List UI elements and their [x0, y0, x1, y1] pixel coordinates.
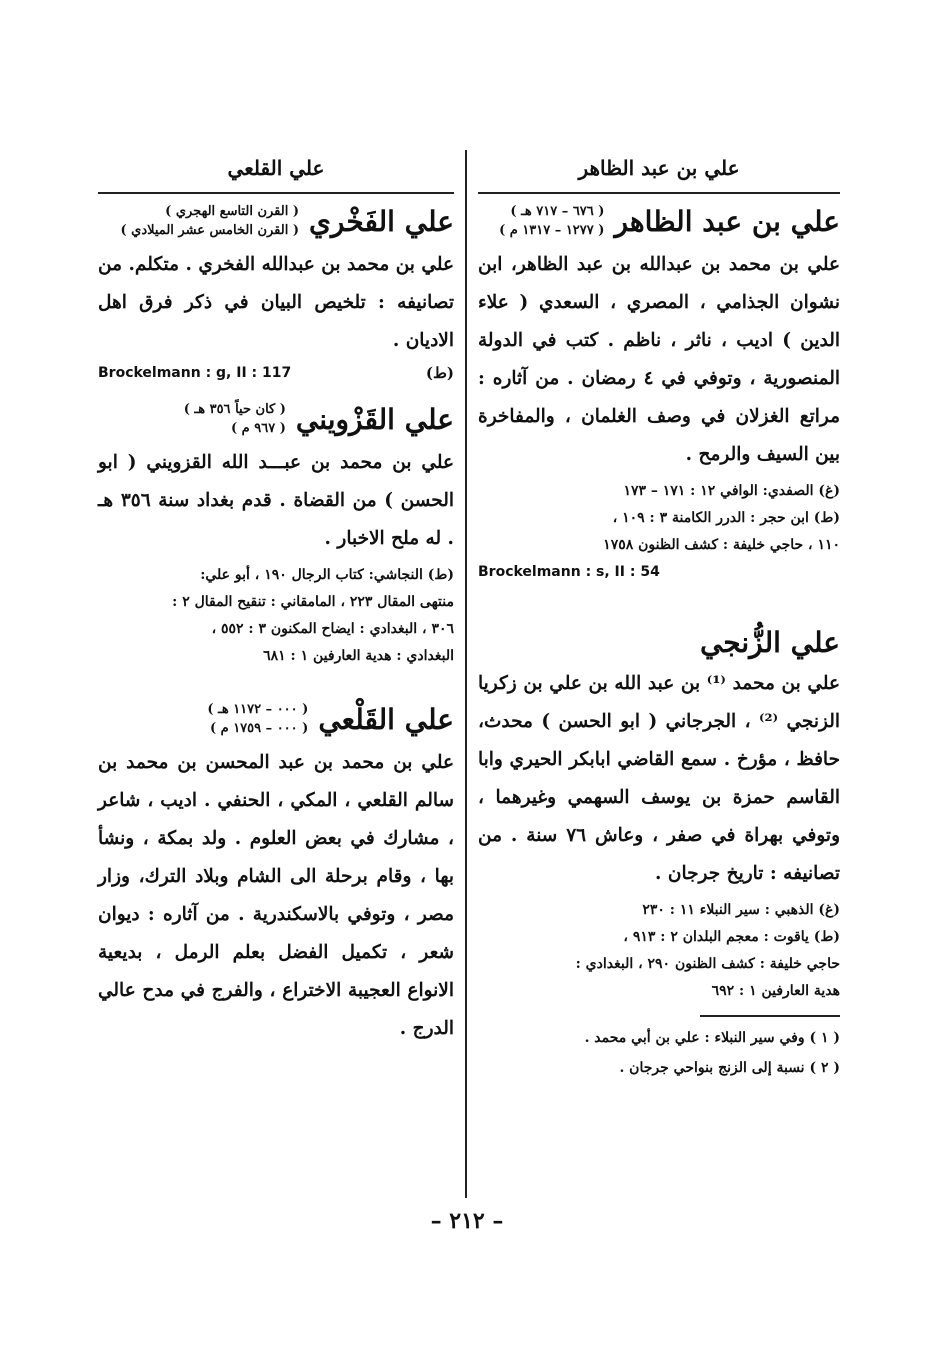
- footnote: ( ٢ ) نسبة إلى الزنج بنواحي جرجان .: [619, 1059, 840, 1076]
- entry-ali-al-qazwini: [98, 400, 454, 670]
- brockelmann-reference: Brockelmann : s, II : 54: [478, 564, 660, 580]
- entry-title: علي القَلْعي: [318, 702, 454, 736]
- entry-text: علي بن محمد بن عبدالله الفخري . متكلم. من تصانيفه : تلخيص البيان في ذكر فرق اهل الاديان .: [98, 254, 454, 351]
- right-column-header: علي بن عبد الظاهر: [478, 148, 840, 194]
- entry-head: [478, 626, 840, 659]
- entry-references: [478, 478, 840, 586]
- entry-ali-al-qalai: [98, 700, 454, 1048]
- dates-hijri: ( كان حياً ٣٥٦ هـ ): [183, 402, 286, 417]
- entry-ali-al-zanji: [478, 626, 840, 1083]
- dates-hijri: ( القرن التاسع الهجري ): [165, 204, 300, 219]
- entry-title: علي بن عبد الظاهر: [614, 204, 840, 238]
- dates-gregorian: ( ٠٠٠ – ١٧٥٩ م ): [209, 721, 309, 736]
- reference-line: حاجي خليفة : كشف الظنون ٢٩٠ ، البغدادي :: [575, 956, 840, 972]
- entry-ali-al-fakhri: [98, 202, 454, 382]
- entry-head: [478, 202, 840, 240]
- dates-gregorian: ( القرن الخامس عشر الميلادي ): [120, 223, 300, 238]
- column-divider: [465, 150, 467, 1198]
- entry-head: [98, 400, 454, 438]
- page-number: – ٢١٢ –: [430, 1208, 504, 1234]
- entry-text: علي بن محمد بن عبد المحسن بن محمد بن سالم القلعي ، المكي ، الحنفي . اديب ، شاعر ، مشارك في بعض العلوم . ولد بمكة ، ونشأ بها ، وقام برحلة الى الشام وبلاد الترك، وزار مصر ، وتوفي بالاسكندرية . من آثاره : ديوان شعر ، تكميل الفضل بعلم الرمل ، بديعية الانواع العجيبة الاختراع ، والفرج في مدح عالي الدرج .: [98, 752, 454, 1039]
- entry-references: [478, 897, 840, 1005]
- reference-line: (ط) ياقوت : معجم البلدان ٢ : ٩١٣ ،: [623, 929, 840, 945]
- entry-references: [98, 562, 454, 670]
- reference-line: البغدادي : هدية العارفين ١ : ٦٨١: [263, 648, 454, 664]
- entry-text: علي بن محمد ⁽¹⁾ بن عبد الله بن علي بن زكريا الزنجي ⁽²⁾ ، الجرجاني ( ابو الحسن ) محدث، حافظ ، مؤرخ . سمع القاضي ابابكر الحيري وابا القاسم حمزة بن يوسف السهمي وغيرهما ، وتوفي بهراة في صفر ، وعاش ٧٦ سنة . من تصانيفه : تاريخ جرجان .: [478, 673, 841, 884]
- reference-line: (غ) الصفدي: الوافي ١٢ : ١٧١ – ١٧٣: [623, 483, 840, 499]
- reference-line: هدية العارفين ١ : ٦٩٢: [711, 983, 840, 999]
- dates-hijri: ( ٠٠٠ – ١١٧٢ هـ ): [207, 702, 309, 717]
- entry-head: [98, 700, 454, 738]
- reference-line: منتهى المقال ٢٢٣ ، المامقاني : تنقيح المقال ٢ :: [172, 594, 454, 610]
- entry-dates: [120, 202, 299, 240]
- entry-title: علي الفَخْري: [309, 204, 454, 238]
- entry-head: [98, 202, 454, 240]
- dates-gregorian: ( ١٢٧٧ – ١٣١٧ م ): [499, 223, 605, 238]
- reference-line: ٣٠٦ ، البغدادي : ايضاح المكنون ٣ : ٥٥٢ ،: [211, 621, 454, 637]
- entry-dates: [499, 202, 604, 240]
- left-column: [98, 148, 454, 1066]
- reference-line: (ط) النجاشي: كتاب الرجال ١٩٠ ، أبو علي:: [200, 567, 454, 583]
- footnote: ( ١ ) وفي سير النبلاء : علي بن أبي محمد .: [584, 1029, 840, 1046]
- reference-line: (غ) الذهبي : سير النبلاء ١١ : ٢٣٠: [642, 902, 840, 918]
- left-column-header: علي القلعي: [98, 148, 454, 194]
- entry-references: [98, 364, 454, 382]
- entry-dates: [207, 700, 308, 738]
- entry-title: علي الزُّنجي: [699, 626, 840, 659]
- footnotes: [478, 1023, 840, 1083]
- dates-hijri: ( ٦٧٦ – ٧١٧ هـ ): [510, 204, 605, 219]
- dates-gregorian: ( ٩٦٧ م ): [231, 421, 286, 436]
- right-column: [478, 148, 840, 1101]
- entry-title: علي القَزْويني: [295, 402, 454, 436]
- reference-line: ١١٠ ، حاجي خليفة : كشف الظنون ١٧٥٨: [603, 537, 840, 553]
- brockelmann-reference: Brockelmann : g, II : 117: [98, 365, 292, 381]
- entry-ali-ibn-abd-al-zahir: [478, 202, 840, 586]
- footnote-rule: [700, 1015, 840, 1017]
- entry-text: علي بن محمد بن عبـــد الله القزويني ( ابو الحسن ) من القضاة . قدم بغداد سنة ٣٥٦ هـ . له ملح الاخبار .: [98, 452, 454, 549]
- reference-tag: (ط): [425, 364, 454, 382]
- entry-dates: [184, 400, 286, 438]
- reference-line: (ط) ابن حجر : الدرر الكامنة ٣ : ١٠٩ ،: [612, 510, 840, 526]
- entry-text: علي بن محمد بن عبدالله بن عبد الظاهر، ابن نشوان الجذامي ، المصري ، السعدي ( علاء الدين ) اديب ، ناثر ، ناظم . كتب في الدولة المنصورية ، وتوفي في ٤ رمضان . من آثاره : مراتع الغزلان في وصف الغلمان ، والمفاخرة بين السيف والرمح .: [478, 254, 840, 465]
